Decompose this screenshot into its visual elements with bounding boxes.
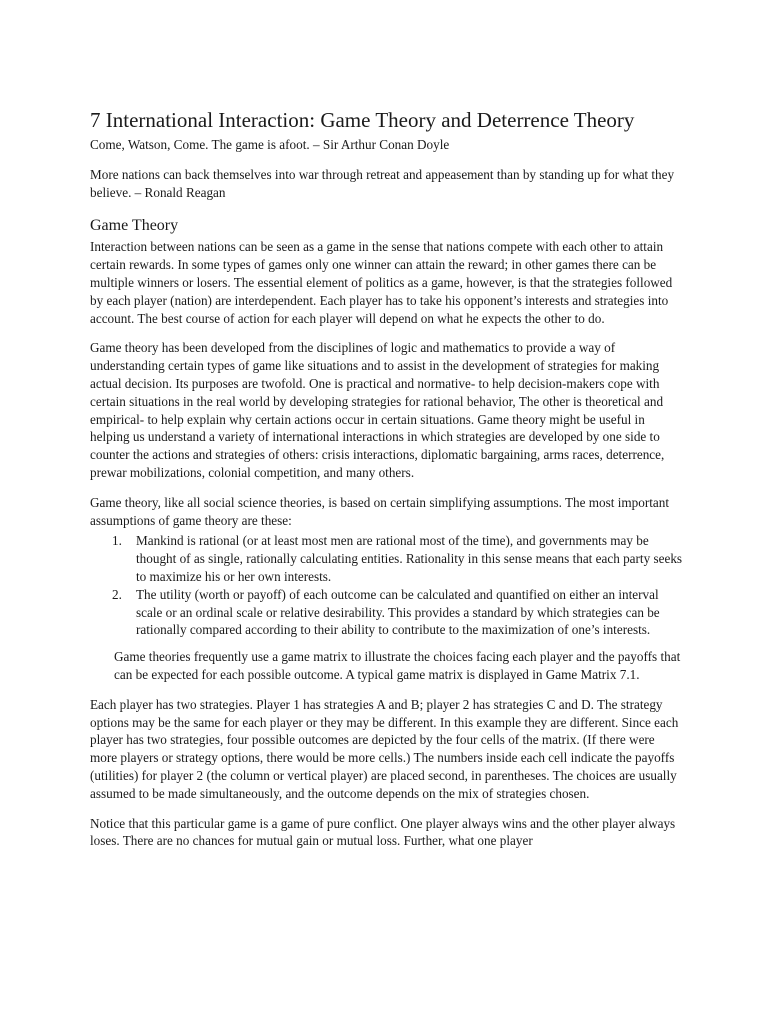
chapter-title: 7 International Interaction: Game Theory and Deterrence Theory — [90, 108, 635, 132]
epigraph-doyle: Come, Watson, Come. The game is afoot. – Sir Arthur Conan Doyle — [90, 137, 450, 152]
list-item-number: 2. — [112, 586, 122, 602]
list-item-number: 1. — [112, 533, 122, 549]
section-heading-game-theory: Game Theory — [90, 217, 179, 235]
list-item — [112, 532, 684, 585]
paragraph-3: Game theory, like all social science theories, is based on certain simplifying assumptions. The most important assumptions of game theory are these: — [90, 494, 670, 528]
assumptions-list — [90, 532, 684, 639]
paragraph-pure-conflict: Notice that this particular game is a game of pure conflict. One player always wins and the other player always loses. There are no chances for mutual gain or mutual loss. Further, what one player — [90, 815, 676, 849]
epigraph-reagan: More nations can back themselves into war through retreat and appeasement than by standing up for what they believe. – Ronald Reagan — [90, 166, 675, 200]
paragraph-1: Interaction between nations can be seen as a game in the sense that nations compete with each other to attain certain rewards. In some types of games only one winner can attain the reward; in other games there can be multiple winners or losers. The essential element of politics as a game, however, is that the strategies followed by each player (nation) are interdependent. Each player has to take his opponent’s interests and strategies into account. The best course of action for each player will depend on what he expects the other to do. — [90, 239, 673, 326]
paragraph-strategies: Each player has two strategies. Player 1 has strategies A and B; player 2 has strategies C and D. The strategy options may be the same for each player or they may be different. In this example they are different. Since each player has two strategies, four possible outcomes are depicted by the four cells of the matrix. (If there were more players or strategy options, there would be more cells.) The numbers inside each cell indicate the payoffs (utilities) for player 2 (the column or vertical player) are placed second, in parentheses. The choices are usually assumed to be made simultaneously, and the outcome depends on the mix of strategies chosen. — [90, 696, 679, 801]
list-item — [112, 586, 684, 639]
paragraph-2: Game theory has been developed from the disciplines of logic and mathematics to provide a way of understanding certain types of game like situations and to assist in the development of strategies for making actual decision. Its purposes are twofold. One is practical and normative- to help decision-makers cope with certain situations in the real world by developing strategies for rational behavior, The other is theoretical and empirical- to help explain why certain actions occur in certain situations. Game theory might be useful in helping us understand a variety of international interactions in which strategies are developed by one side to counter the actions and strategies of others: crisis interactions, diplomatic bargaining, arms races, deterrence, prewar mobilizations, colonial competition, and many others. — [90, 340, 665, 480]
list-item-text: The utility (worth or payoff) of each outcome can be calculated and quantified on either an interval scale or an ordinal scale or relative desirability. This provides a standard by which strategies can be rationally compared according to their ability to contribute to the maximization of one’s interests. — [136, 586, 660, 638]
paragraph-game-matrix: Game theories frequently use a game matrix to illustrate the choices facing each player and the payoffs that can be expected for each possible outcome. A typical game matrix is displayed in Game Matrix 7.1. — [114, 649, 681, 682]
list-item-text: Mankind is rational (or at least most men are rational most of the time), and governments may be thought of as single, rationally calculating entities. Rationality in this sense means that each party seeks to maximize his or her own interests. — [136, 533, 683, 584]
